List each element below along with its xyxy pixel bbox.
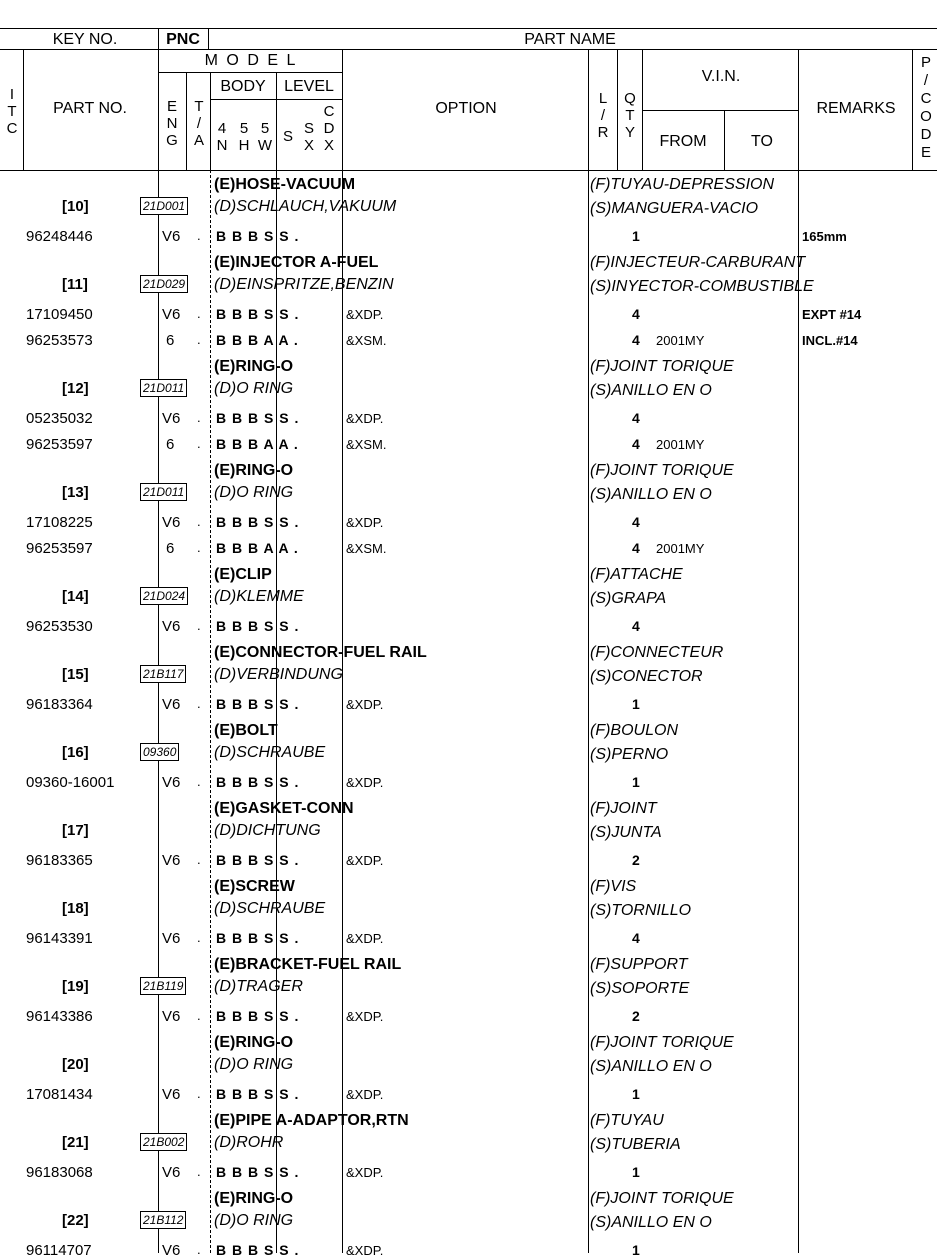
quantity: 1 [632,696,640,712]
part-name-en: (E)CLIP [214,566,272,583]
part-name-en: (E)PIPE A-ADAPTOR,RTN [214,1112,409,1129]
part-no-header: PART NO. [53,100,127,117]
model-codes: B B B S S . [216,514,300,530]
quantity: 4 [632,540,640,556]
body-col-line-remarks [798,170,799,1253]
header-rule-2 [0,49,937,50]
option-code: &XDP. [346,1009,384,1024]
pnc-right-divider [208,28,209,49]
key-number: [19] [62,978,89,995]
part-name-es: (S)ANILLO EN O [590,382,712,399]
eng-code: V6 [162,852,181,869]
part-name-es: (S)TUBERIA [590,1136,681,1153]
part-name-en: (E)SCREW [214,878,295,895]
model-codes: B B B S S . [216,228,300,244]
remarks-header: REMARKS [816,100,896,117]
model-codes: B B B S S . [216,1242,300,1258]
ta-dot: . [197,930,201,945]
model-header: M O D E L [204,52,298,69]
part-name-es: (S)SOPORTE [590,980,690,997]
part-name-es: (S)MANGUERA-VACIO [590,200,759,217]
part-name-fr: (F)TUYAU [590,1112,664,1129]
part-name-de: (D)VERBINDUNG [214,666,343,683]
pnc-code: 09360 [140,743,179,761]
option-code: &XDP. [346,515,384,530]
part-number: 96143386 [26,1008,93,1025]
quantity: 2 [632,1008,640,1024]
part-name-de: (D)TRAGER [214,978,303,995]
vin-rule [642,110,798,111]
itc-divider [23,49,24,170]
part-number: 96253597 [26,540,93,557]
header-bottom-rule [0,170,937,171]
eng-divider [186,72,187,170]
part-name-en: (E)RING-O [214,1190,294,1207]
body-header: BODY [220,78,266,95]
part-name-fr: (F)CONNECTEUR [590,644,724,661]
pnc-divider [158,28,159,170]
key-number: [20] [62,1056,89,1073]
ta-dot: . [197,618,201,633]
eng-code: V6 [162,774,181,791]
model-codes: B B B S S . [216,774,300,790]
part-name-fr: (F)BOULON [590,722,678,739]
part-name-fr: (F)SUPPORT [590,956,688,973]
eng-header: E N G [166,98,178,149]
remarks-text: 165mm [802,229,847,244]
model-codes: B B B S S . [216,1008,300,1024]
quantity: 1 [632,1086,640,1102]
part-name-en: (E)INJECTOR A-FUEL [214,254,379,271]
part-name-es: (S)INYECTOR-COMBUSTIBLE [590,278,814,295]
key-number: [11] [62,276,88,293]
pnc-code: 21D011 [140,483,187,501]
part-name-fr: (F)INJECTEUR-CARBURANT [590,254,806,271]
ta-dot: . [197,1086,201,1101]
option-code: &XDP. [346,1165,384,1180]
model-codes: B B B A A . [216,332,299,348]
pnc-code: 21B002 [140,1133,187,1151]
ta-dot: . [197,1008,201,1023]
model-codes: B B B S S . [216,306,300,322]
part-name-en: (E)RING-O [214,1034,294,1051]
pnc-code: 21B117 [140,665,186,683]
eng-code: V6 [162,1008,181,1025]
body-col-5h: 5 H [238,120,250,154]
part-name-fr: (F)ATTACHE [590,566,683,583]
quantity: 4 [632,306,640,322]
model-codes: B B B S S . [216,852,300,868]
level-col-cdx: C D X [323,103,335,154]
remarks-divider [798,49,799,170]
quantity: 4 [632,514,640,530]
model-codes: B B B S S . [216,696,300,712]
ta-dot: . [197,228,201,243]
ta-dot: . [197,540,201,555]
ta-dot: . [197,774,201,789]
option-code: &XDP. [346,1087,384,1102]
vin-divider [642,49,643,170]
quantity: 2 [632,852,640,868]
eng-code: 6 [166,540,175,557]
part-number: 96143391 [26,930,93,947]
eng-code: V6 [162,1164,181,1181]
part-name-en: (E)BOLT [214,722,278,739]
part-name-en: (E)CONNECTOR-FUEL RAIL [214,644,427,661]
ta-dot: . [197,332,201,347]
option-code: &XSM. [346,333,387,348]
remarks-text: INCL.#14 [802,333,858,348]
lr-divider [588,49,589,170]
part-name-de: (D)O RING [214,380,294,397]
header-top-rule [0,28,937,29]
vin-header: V.I.N. [701,68,741,85]
qty-divider [617,49,618,170]
ta-dot: . [197,1242,201,1257]
part-name-de: (D)SCHLAUCH,VAKUUM [214,198,397,215]
quantity: 1 [632,774,640,790]
pnc-code: 21B119 [140,977,186,995]
from-header: FROM [659,133,707,150]
vin-from: 2001MY [656,437,705,452]
model-codes: B B B A A . [216,436,299,452]
body-level-divider [276,72,277,170]
ta-dot: . [197,436,201,451]
ta-header: T / A [193,98,204,149]
pnc-code: 21B112 [140,1211,186,1229]
part-number: 96248446 [26,228,93,245]
ta-divider [210,72,211,170]
qty-header: Q T Y [624,90,636,141]
key-no-header: KEY NO. [52,31,118,48]
pnc-code: 21D001 [140,197,188,215]
model-codes: B B B A A . [216,540,299,556]
key-number: [18] [62,900,89,917]
ta-dot: . [197,696,201,711]
ta-dot: . [197,852,201,867]
pcode-divider [912,49,913,170]
part-name-fr: (F)JOINT TORIQUE [590,462,734,479]
remarks-text: EXPT #14 [802,307,862,322]
part-name-en: (E)GASKET-CONN [214,800,354,817]
part-name-es: (S)ANILLO EN O [590,486,712,503]
part-name-de: (D)O RING [214,1056,294,1073]
part-name-en: (E)RING-O [214,358,294,375]
level-col-sx: S X [303,120,314,154]
option-code: &XDP. [346,853,384,868]
part-name-fr: (F)JOINT TORIQUE [590,1190,734,1207]
body-col-5w: 5 W [257,120,273,154]
eng-code: V6 [162,1086,181,1103]
option-code: &XDP. [346,697,384,712]
quantity: 1 [632,1242,640,1258]
body-col-line-lr [588,170,589,1253]
part-name-fr: (F)JOINT [590,800,657,817]
part-name-de: (D)KLEMME [214,588,304,605]
eng-code: V6 [162,410,181,427]
option-code: &XDP. [346,411,384,426]
eng-code: V6 [162,618,181,635]
eng-code: V6 [162,228,181,245]
part-name-en: (E)HOSE-VACUUM [214,176,356,193]
itc-header: I T C [6,86,18,137]
part-number: 17081434 [26,1086,93,1103]
level-header: LEVEL [284,78,334,95]
part-name-es: (S)GRAPA [590,590,667,607]
part-number: 05235032 [26,410,93,427]
pnc-code: 21D024 [140,587,188,605]
ta-dot: . [197,514,201,529]
part-name-es: (S)ANILLO EN O [590,1214,712,1231]
lr-header: L / R [597,90,609,141]
pnc-code: 21D029 [140,275,188,293]
part-name-de: (D)ROHR [214,1134,284,1151]
part-number: 09360-16001 [26,774,115,791]
pnc-header: PNC [166,31,200,48]
vin-from: 2001MY [656,333,705,348]
key-number: [10] [62,198,89,215]
quantity: 4 [632,930,640,946]
part-name-fr: (F)JOINT TORIQUE [590,1034,734,1051]
model-codes: B B B S S . [216,1086,300,1102]
quantity: 4 [632,332,640,348]
part-name-de: (D)SCHRAUBE [214,900,326,917]
quantity: 4 [632,436,640,452]
part-name-fr: (F)VIS [590,878,637,895]
part-number: 17108225 [26,514,93,531]
option-code: &XSM. [346,541,387,556]
part-name-fr: (F)JOINT TORIQUE [590,358,734,375]
part-name-de: (D)SCHRAUBE [214,744,326,761]
part-name-es: (S)JUNTA [590,824,662,841]
key-number: [13] [62,484,89,501]
part-number: 96253573 [26,332,93,349]
eng-code: V6 [162,1242,181,1259]
key-number: [21] [62,1134,89,1151]
part-name-en: (E)BRACKET-FUEL RAIL [214,956,402,973]
option-code: &XDP. [346,931,384,946]
quantity: 1 [632,1164,640,1180]
eng-code: V6 [162,306,181,323]
quantity: 4 [632,410,640,426]
part-name-es: (S)ANILLO EN O [590,1058,712,1075]
option-divider [342,49,343,170]
part-number: 96183365 [26,852,93,869]
eng-code: 6 [166,332,175,349]
key-number: [12] [62,380,89,397]
option-header: OPTION [435,100,497,117]
part-name-es: (S)PERNO [590,746,669,763]
part-number: 96253530 [26,618,93,635]
from-to-divider [724,110,725,170]
part-name-fr: (F)TUYAU-DEPRESSION [590,176,775,193]
model-codes: B B B S S . [216,618,300,634]
key-number: [17] [62,822,89,839]
body-col-line-pnc [158,170,159,1253]
part-name-de: (D)O RING [214,484,294,501]
part-name-de: (D)DICHTUNG [214,822,321,839]
eng-code: V6 [162,930,181,947]
level-col-s: S [282,128,293,145]
part-name-header: PART NAME [524,31,616,48]
key-number: [14] [62,588,89,605]
pnc-code: 21D011 [140,379,187,397]
ta-dot: . [197,1164,201,1179]
part-name-es: (S)TORNILLO [590,902,692,919]
option-code: &XDP. [346,775,384,790]
model-codes: B B B S S . [216,410,300,426]
vin-from: 2001MY [656,541,705,556]
option-code: &XSM. [346,437,387,452]
body-col-4n: 4 N [216,120,228,154]
eng-code: 6 [166,436,175,453]
eng-code: V6 [162,514,181,531]
option-code: &XDP. [346,1243,384,1258]
part-number: 96183364 [26,696,93,713]
model-codes: B B B S S . [216,930,300,946]
key-number: [22] [62,1212,89,1229]
quantity: 4 [632,618,640,634]
part-name-en: (E)RING-O [214,462,294,479]
part-number: 96253597 [26,436,93,453]
part-number: 96183068 [26,1164,93,1181]
part-name-de: (D)EINSPRITZE,BENZIN [214,276,394,293]
part-name-de: (D)O RING [214,1212,294,1229]
key-number: [15] [62,666,89,683]
part-name-es: (S)CONECTOR [590,668,703,685]
key-number: [16] [62,744,89,761]
body-col-line-model [210,170,211,1253]
pcode-header: P / C O D E [920,54,932,161]
part-number: 96114707 [26,1242,92,1259]
to-header: TO [751,133,773,150]
part-number: 17109450 [26,306,93,323]
body-col-line-option [342,170,343,1253]
ta-dot: . [197,306,201,321]
option-code: &XDP. [346,307,384,322]
quantity: 1 [632,228,640,244]
ta-dot: . [197,410,201,425]
model-codes: B B B S S . [216,1164,300,1180]
eng-code: V6 [162,696,181,713]
